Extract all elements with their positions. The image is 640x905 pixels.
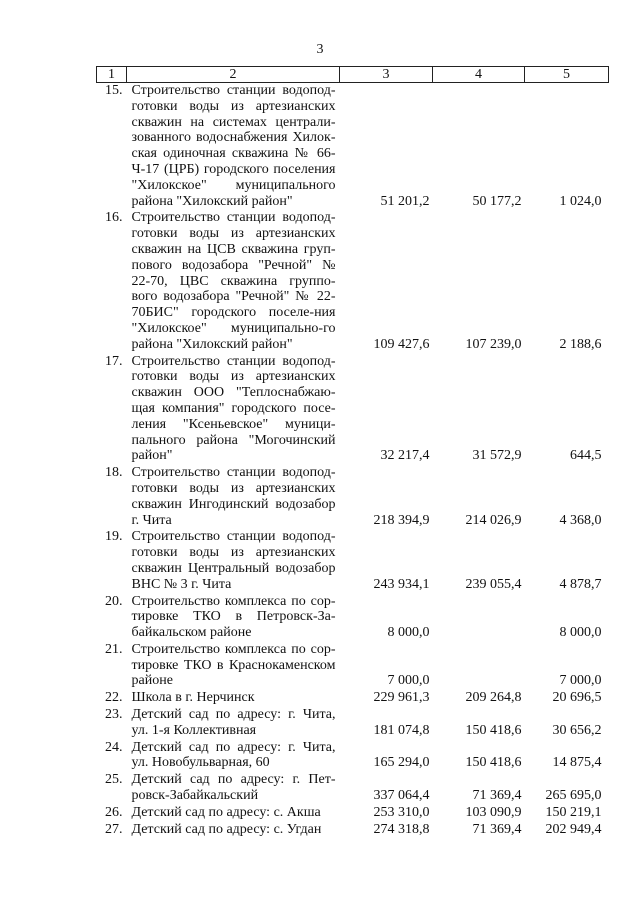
row-number: 15. bbox=[105, 83, 123, 98]
header-col-5: 5 bbox=[525, 67, 609, 83]
row-value-total: 253 310,0 bbox=[373, 804, 430, 820]
row-number: 26. bbox=[105, 804, 123, 820]
row-value-total: 51 201,2 bbox=[380, 193, 430, 209]
row-value-total: 32 217,4 bbox=[380, 448, 430, 464]
header-col-4: 4 bbox=[433, 67, 525, 83]
row-value-col5: 8 000,0 bbox=[559, 625, 602, 641]
row-value-col4: 71 369,4 bbox=[472, 788, 522, 804]
page-number: 3 bbox=[316, 42, 324, 57]
row-value-col5: 1 024,0 bbox=[559, 193, 602, 209]
row-number: 21. bbox=[105, 641, 123, 657]
row-value-total: 274 318,8 bbox=[373, 821, 430, 837]
row-value-col5: 30 656,2 bbox=[552, 722, 602, 738]
row-description: Строительство станции водопод-готовки воды из артезианских скважин на ЦСВ скважина груп-пового водозабора "Речной" № 22-70, ЦВС скважина группо-вого водозабора "Речной" № 22-70БИС" городского поселе-ния "Хилокское" муниципально-го района "Хилокский район" bbox=[131, 210, 336, 352]
row-value-total: 165 294,0 bbox=[373, 755, 430, 771]
row-value-col4: 103 090,9 bbox=[465, 804, 522, 820]
table-row bbox=[97, 353, 609, 465]
row-value-col5: 150 219,1 bbox=[545, 804, 602, 820]
row-description: Детский сад по адресу: г. Пет-ровск-Забайкальский bbox=[131, 772, 336, 804]
row-number: 16. bbox=[105, 210, 123, 226]
row-description: Детский сад по адресу: г. Чита, ул. 1-я Коллективная bbox=[131, 707, 336, 738]
row-description: Детский сад по адресу: г. Чита, ул. Новобульварная, 60 bbox=[131, 739, 336, 771]
table-row bbox=[97, 593, 609, 641]
row-number: 25. bbox=[105, 772, 123, 788]
row-description: Строительство станции водопод-готовки воды из артезианских скважин ООО "Теплоснабжаю-щая компания" городского посе-ления "Ксеньевское" муници-пального района "Могочинский район" bbox=[131, 353, 336, 464]
row-value-total: 109 427,6 bbox=[373, 336, 430, 352]
table-row bbox=[97, 83, 609, 210]
row-value-total: 181 074,8 bbox=[373, 722, 430, 738]
row-value-total: 337 064,4 bbox=[373, 788, 430, 804]
row-value-col5: 644,5 bbox=[570, 448, 602, 464]
row-value-col4: 50 177,2 bbox=[472, 193, 522, 209]
row-value-col4: 150 418,6 bbox=[465, 755, 522, 771]
row-description: Строительство комплекса по сор-тировке ТКО в Краснокаменском районе bbox=[131, 641, 336, 689]
row-description: Строительство станции водопод-готовки воды из артезианских скважин Центральный водозабор ВНС № 3 г. Чита bbox=[131, 529, 336, 592]
row-description: Школа в г. Нерчинск bbox=[131, 690, 255, 706]
row-value-total: 243 934,1 bbox=[373, 576, 430, 592]
table-row bbox=[97, 209, 609, 352]
row-value-col5: 265 695,0 bbox=[545, 788, 602, 804]
row-value-col4: 214 026,9 bbox=[465, 512, 522, 528]
row-number: 27. bbox=[105, 821, 123, 837]
row-number: 18. bbox=[105, 465, 123, 481]
row-value-col4: 31 572,9 bbox=[472, 448, 522, 464]
row-number: 17. bbox=[105, 353, 123, 369]
row-number: 19. bbox=[105, 529, 123, 545]
row-description: Детский сад по адресу: с. Акша bbox=[131, 804, 321, 820]
row-value-col5: 20 696,5 bbox=[552, 690, 602, 706]
row-number: 22. bbox=[105, 690, 123, 706]
row-description: Строительство станции водопод-готовки воды из артезианских скважин Ингодинский водозабор г. Чита bbox=[131, 465, 336, 528]
row-value-col4: 107 239,0 bbox=[465, 336, 522, 352]
row-value-col5: 14 875,4 bbox=[552, 755, 602, 771]
row-value-col4: 150 418,6 bbox=[465, 722, 522, 738]
row-value-col5: 4 368,0 bbox=[559, 512, 602, 528]
row-number: 23. bbox=[105, 707, 123, 723]
table-row bbox=[97, 528, 609, 592]
table-row bbox=[97, 706, 609, 739]
row-value-total: 229 961,3 bbox=[373, 690, 430, 706]
table-row bbox=[97, 641, 609, 689]
row-value-col4: 209 264,8 bbox=[465, 690, 522, 706]
row-value-col4 bbox=[433, 593, 525, 641]
header-col-2: 2 bbox=[127, 67, 340, 83]
row-description: Строительство комплекса по сор-тировке ТКО в Петровск-За-байкальском районе bbox=[131, 593, 336, 641]
header-row bbox=[97, 67, 609, 83]
row-description: Строительство станции водопод-готовки воды из артезианских скважин на системах централи-зованного водоснабжения Хилок-ская одиночная скважина № 66-Ч-17 (ЦРБ) городского поселения "Хилокское" муниципального района "Хилокский район" bbox=[131, 83, 336, 209]
row-value-col5: 4 878,7 bbox=[559, 576, 602, 592]
row-value-total: 8 000,0 bbox=[387, 625, 430, 641]
row-value-col4: 239 055,4 bbox=[465, 576, 522, 592]
table-row bbox=[97, 689, 609, 706]
row-description: Детский сад по адресу: с. Угдан bbox=[131, 821, 322, 837]
table-row bbox=[97, 804, 609, 821]
header-col-1: 1 bbox=[97, 67, 127, 83]
table-row bbox=[97, 739, 609, 772]
row-value-col5: 202 949,4 bbox=[545, 821, 602, 837]
row-number: 20. bbox=[105, 593, 123, 609]
projects-table bbox=[96, 66, 609, 837]
row-value-col4: 71 369,4 bbox=[472, 821, 522, 837]
row-value-col5: 2 188,6 bbox=[559, 336, 602, 352]
row-value-col5: 7 000,0 bbox=[559, 673, 602, 689]
table-row bbox=[97, 821, 609, 838]
row-value-total: 218 394,9 bbox=[373, 512, 430, 528]
table-row bbox=[97, 771, 609, 804]
row-value-col4 bbox=[433, 641, 525, 689]
header-col-3: 3 bbox=[340, 67, 433, 83]
row-number: 24. bbox=[105, 739, 123, 755]
table-row bbox=[97, 464, 609, 528]
row-value-total: 7 000,0 bbox=[387, 673, 430, 689]
